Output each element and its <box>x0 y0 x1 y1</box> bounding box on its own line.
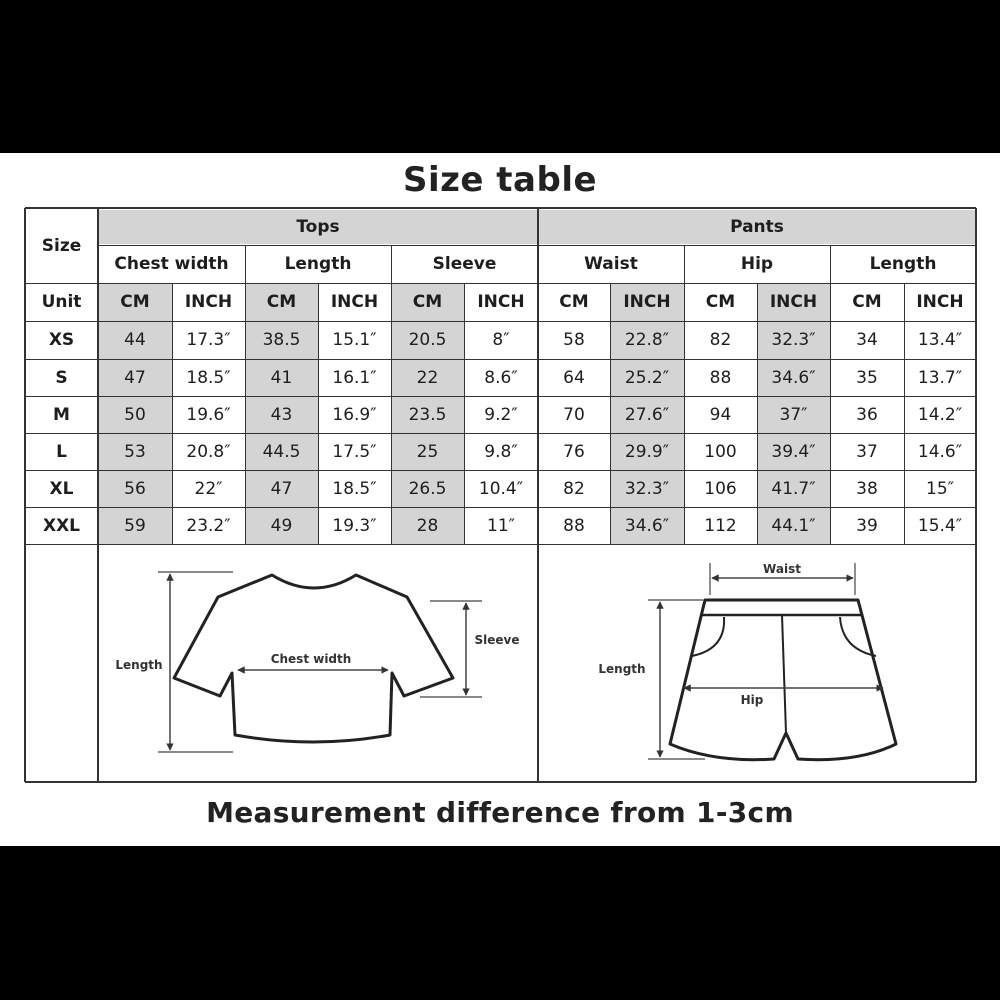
table-cell: 18.5″ <box>172 359 245 396</box>
table-cell: 8″ <box>464 321 538 359</box>
tshirt-length-label: Length <box>115 658 163 672</box>
table-cell: 28 <box>391 507 464 544</box>
table-cell: 16.9″ <box>318 396 391 433</box>
table-cell: 38.5 <box>245 321 318 359</box>
table-cell: 50 <box>98 396 172 433</box>
table-cell: 17.3″ <box>172 321 245 359</box>
table-cell: 44 <box>98 321 172 359</box>
table-cell: 35 <box>830 359 904 396</box>
table-cell: 15.1″ <box>318 321 391 359</box>
table-cell: 94 <box>684 396 757 433</box>
table-cell: 14.6″ <box>904 433 976 470</box>
size-label: M <box>25 396 98 433</box>
table-cell: 29.9″ <box>610 433 684 470</box>
table-cell: 36 <box>830 396 904 433</box>
table-cell: 53 <box>98 433 172 470</box>
unit-cell: INCH <box>172 283 245 321</box>
table-cell: 34 <box>830 321 904 359</box>
size-header: Size <box>25 208 98 283</box>
unit-cell: CM <box>98 283 172 321</box>
table-cell: 56 <box>98 470 172 507</box>
tshirt-sleeve-label: Sleeve <box>474 633 520 647</box>
table-cell: 41.7″ <box>757 470 830 507</box>
table-cell: 37 <box>830 433 904 470</box>
tshirt-diagram <box>115 572 519 752</box>
table-cell: 20.8″ <box>172 433 245 470</box>
table-cell: 14.2″ <box>904 396 976 433</box>
shorts-hip-label: Hip <box>740 693 764 707</box>
table-cell: 37″ <box>757 396 830 433</box>
table-cell: 9.8″ <box>464 433 538 470</box>
group-header-pants: Pants <box>538 210 976 244</box>
table-cell: 41 <box>245 359 318 396</box>
table-cell: 49 <box>245 507 318 544</box>
table-cell: 27.6″ <box>610 396 684 433</box>
table-cell: 88 <box>538 507 610 544</box>
table-cell: 34.6″ <box>610 507 684 544</box>
table-cell: 26.5 <box>391 470 464 507</box>
size-label: XL <box>25 470 98 507</box>
size-label: S <box>25 359 98 396</box>
column-header: Waist <box>538 245 684 283</box>
table-cell: 82 <box>538 470 610 507</box>
page-title: Size table <box>402 160 598 200</box>
unit-cell: INCH <box>757 283 830 321</box>
table-cell: 43 <box>245 396 318 433</box>
shorts-waist-label: Waist <box>763 562 801 576</box>
table-cell: 8.6″ <box>464 359 538 396</box>
table-cell: 22.8″ <box>610 321 684 359</box>
table-cell: 25.2″ <box>610 359 684 396</box>
unit-cell: CM <box>684 283 757 321</box>
size-label: XXL <box>25 507 98 544</box>
unit-cell: INCH <box>318 283 391 321</box>
table-cell: 22 <box>391 359 464 396</box>
table-cell: 10.4″ <box>464 470 538 507</box>
table-cell: 70 <box>538 396 610 433</box>
unit-cell: CM <box>245 283 318 321</box>
table-cell: 39 <box>830 507 904 544</box>
table-cell: 15.4″ <box>904 507 976 544</box>
unit-cell: CM <box>538 283 610 321</box>
table-cell: 25 <box>391 433 464 470</box>
table-cell: 88 <box>684 359 757 396</box>
table-cell: 58 <box>538 321 610 359</box>
shorts-diagram <box>598 562 896 760</box>
table-cell: 47 <box>245 470 318 507</box>
table-cell: 38 <box>830 470 904 507</box>
table-cell: 59 <box>98 507 172 544</box>
table-cell: 44.5 <box>245 433 318 470</box>
table-cell: 23.5 <box>391 396 464 433</box>
table-cell: 112 <box>684 507 757 544</box>
table-cell: 20.5 <box>391 321 464 359</box>
measurement-diagrams <box>0 153 1000 846</box>
column-header: Chest width <box>98 245 245 283</box>
table-cell: 32.3″ <box>757 321 830 359</box>
table-cell: 19.6″ <box>172 396 245 433</box>
table-cell: 47 <box>98 359 172 396</box>
table-cell: 23.2″ <box>172 507 245 544</box>
table-cell: 16.1″ <box>318 359 391 396</box>
table-cell: 11″ <box>464 507 538 544</box>
unit-cell: INCH <box>464 283 538 321</box>
table-cell: 82 <box>684 321 757 359</box>
shorts-length-label: Length <box>598 662 646 676</box>
size-label: XS <box>25 321 98 359</box>
measurement-note: Measurement difference from 1-3cm <box>206 796 794 829</box>
table-cell: 32.3″ <box>610 470 684 507</box>
table-cell: 22″ <box>172 470 245 507</box>
table-cell: 76 <box>538 433 610 470</box>
column-header: Length <box>830 245 976 283</box>
unit-cell: CM <box>391 283 464 321</box>
table-cell: 18.5″ <box>318 470 391 507</box>
unit-cell: CM <box>830 283 904 321</box>
size-chart-sheet <box>0 153 1000 846</box>
tshirt-chest-label: Chest width <box>270 652 352 666</box>
table-cell: 17.5″ <box>318 433 391 470</box>
unit-cell: INCH <box>904 283 976 321</box>
table-cell: 44.1″ <box>757 507 830 544</box>
table-cell: 39.4″ <box>757 433 830 470</box>
table-cell: 9.2″ <box>464 396 538 433</box>
unit-header: Unit <box>25 283 98 321</box>
column-header: Length <box>245 245 391 283</box>
table-cell: 13.7″ <box>904 359 976 396</box>
column-header: Hip <box>684 245 830 283</box>
table-cell: 100 <box>684 433 757 470</box>
column-header: Sleeve <box>391 245 538 283</box>
unit-cell: INCH <box>610 283 684 321</box>
table-cell: 106 <box>684 470 757 507</box>
table-cell: 19.3″ <box>318 507 391 544</box>
group-header-tops: Tops <box>98 210 538 244</box>
table-cell: 13.4″ <box>904 321 976 359</box>
table-cell: 34.6″ <box>757 359 830 396</box>
table-cell: 64 <box>538 359 610 396</box>
size-label: L <box>25 433 98 470</box>
table-cell: 15″ <box>904 470 976 507</box>
